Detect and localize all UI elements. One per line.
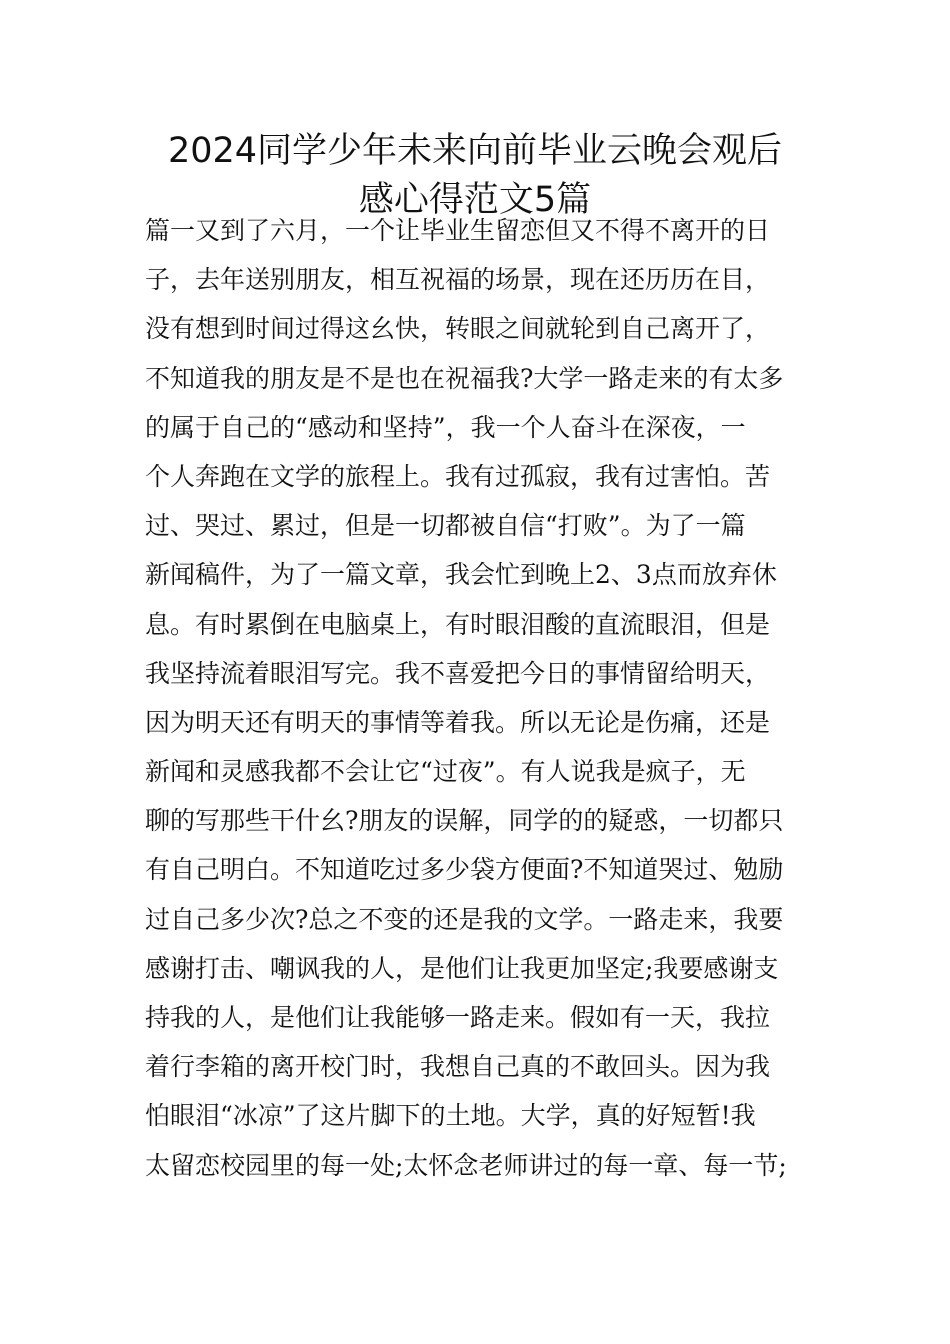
body-line: 有自己明白。不知道吃过多少袋方便面?不知道哭过、勉励	[145, 855, 784, 885]
body-line: 个人奔跑在文学的旅程上。我有过孤寂，我有过害怕。苦	[145, 461, 771, 491]
body-line: 没有想到时间过得这幺快，转眼之间就轮到自己离开了，	[145, 314, 771, 344]
body-line: 感谢打击、嘲讽我的人，是他们让我更加坚定;我要感谢支	[145, 953, 779, 983]
body-line: 怕眼泪“冰凉”了这片脚下的土地。大学，真的好短暂!我	[145, 1101, 756, 1131]
body-line: 因为明天还有明天的事情等着我。所以无论是伤痛，还是	[145, 707, 771, 737]
body-line: 篇一又到了六月，一个让毕业生留恋但又不得不离开的日	[145, 216, 771, 245]
body-line: 息。有时累倒在电脑桌上，有时眼泪酸的直流眼泪，但是	[145, 609, 771, 639]
body-line: 聊的写那些干什幺?朋友的误解，同学的的疑惑，一切都只	[145, 806, 784, 836]
document-body	[145, 206, 825, 1190]
body-line: 新闻和灵感我都不会让它“过夜”。有人说我是疯子，无	[145, 757, 746, 787]
body-line: 着行李箱的离开校门时，我想自己真的不敢回头。因为我	[145, 1052, 771, 1082]
body-line: 新闻稿件，为了一篇文章，我会忙到晚上2、3点而放弃休	[145, 560, 777, 590]
body-line: 我坚持流着眼泪写完。我不喜爱把今日的事情留给明天，	[145, 658, 771, 688]
body-line: 过自己多少次?总之不变的还是我的文学。一路走来，我要	[145, 904, 784, 934]
body-line: 持我的人，是他们让我能够一路走来。假如有一天，我拉	[145, 1003, 771, 1032]
body-line: 不知道我的朋友是不是也在祝福我?大学一路走来的有太多	[145, 363, 784, 393]
document-title-line-1: 2024同学少年未来向前毕业云晚会观后	[167, 131, 783, 171]
document-title-line-2: 感心得范文5篇	[358, 180, 592, 220]
body-line: 太留恋校园里的每一处;太怀念老师讲过的每一章、每一节;	[145, 1150, 787, 1180]
body-line: 的属于自己的“感动和坚持”，我一个人奋斗在深夜，一	[145, 412, 746, 442]
body-line: 子，去年送别朋友，相互祝福的场景，现在还历历在目，	[145, 265, 771, 295]
body-line: 过、哭过、累过，但是一切都被自信“打败”。为了一篇	[145, 511, 746, 541]
